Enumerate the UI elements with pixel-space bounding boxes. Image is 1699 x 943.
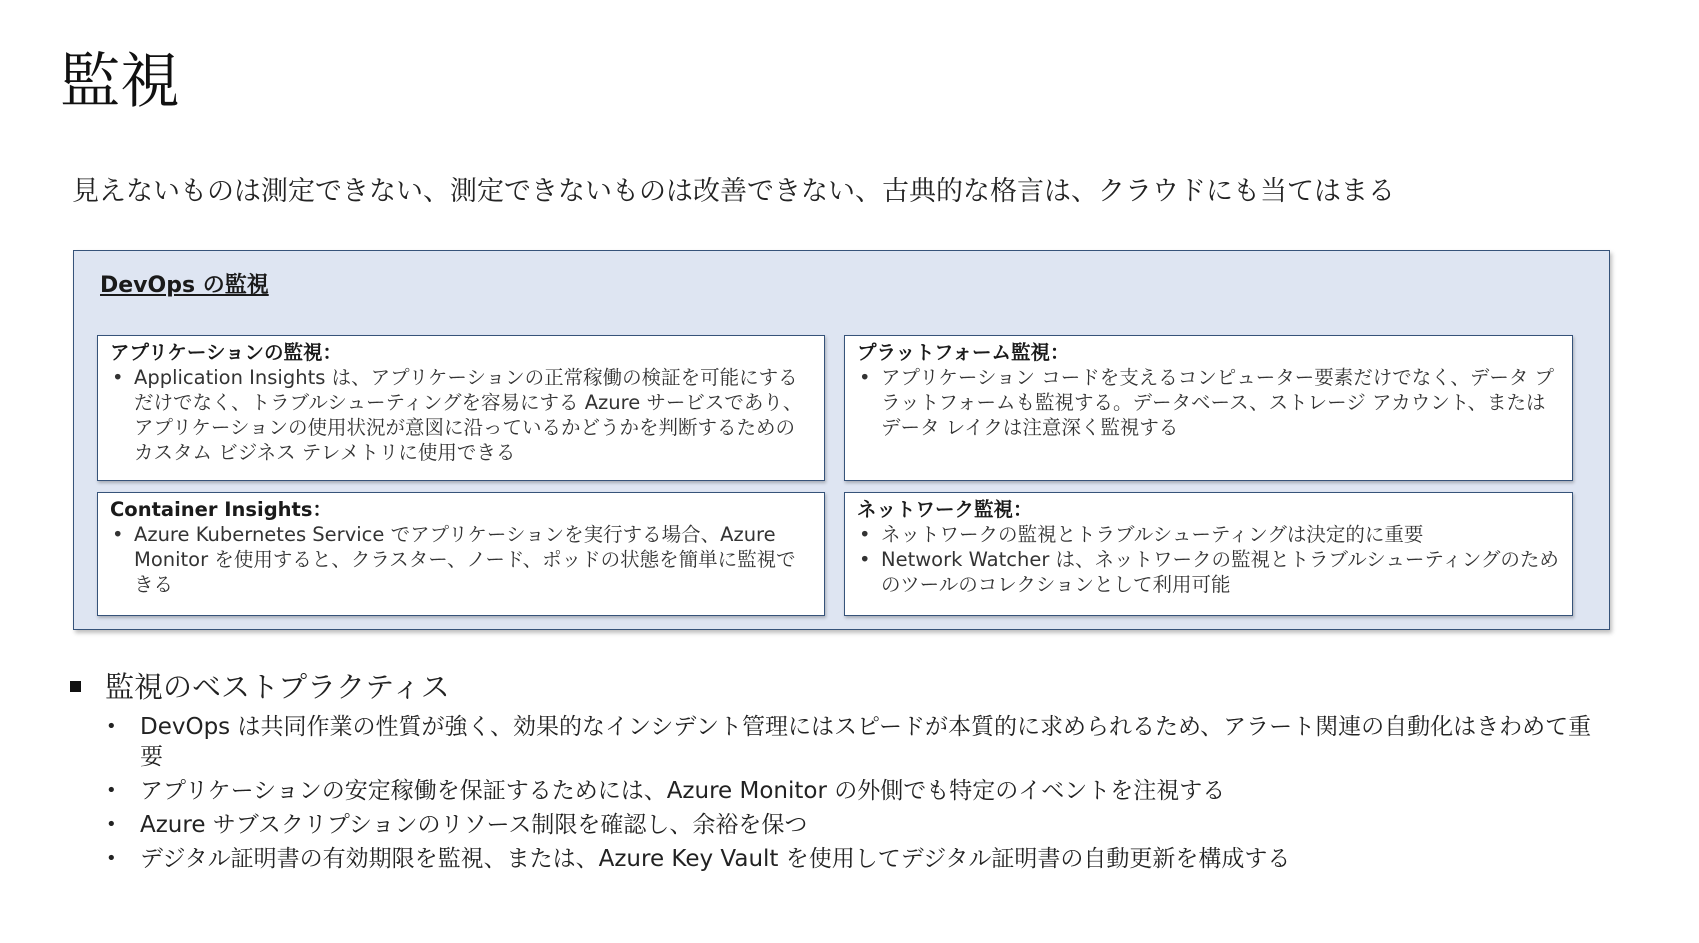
best-practices-heading [70,668,450,706]
card-list [110,365,812,465]
bullet-icon: • [112,366,124,389]
devops-monitoring-panel [73,250,1610,630]
list-item [857,365,1560,440]
page-title: 監視 [60,47,180,117]
best-practices-list [104,712,1604,878]
list-item-text: アプリケーションの安定稼働を保証するためには、Azure Monitor の外側でも特定のイベントを注視する [140,778,1226,804]
bullet-icon: • [112,523,124,546]
card-platform-monitoring [844,335,1573,481]
card-network-monitoring [844,492,1573,616]
list-item-text: Azure サブスクリプションのリソース制限を確認し、余裕を保つ [140,812,808,838]
square-bullet-icon [70,681,81,692]
list-item [104,844,1604,874]
page-subtitle: 見えないものは測定できない、測定できないものは改善できない、古典的な格言は、クラウドにも当てはまる [72,176,1395,207]
bullet-icon: • [106,716,117,737]
list-item [857,547,1560,597]
bullet-icon: • [106,848,117,869]
card-application-monitoring [97,335,825,481]
list-item [110,522,812,597]
best-practices-heading-text: 監視のベストプラクティス [105,670,450,704]
list-item-text: Network Watcher は、ネットワークの監視とトラブルシューティングのためのツールのコレクションとして利用可能 [881,548,1559,596]
bullet-icon: • [859,548,871,571]
list-item [110,365,812,465]
bullet-icon: • [106,780,117,801]
list-item-text: Application Insights は、アプリケーションの正常稼働の検証を可能にするだけでなく、トラブルシューティングを容易にする Azure サービスであり、アプリケーションの使用状況が意図に沿っているかどうかを判断するためのカスタム ビジネス テレメトリに使用できる [134,366,803,464]
list-item-text: Azure Kubernetes Service でアプリケーションを実行する場合、Azure Monitor を使用すると、クラスター、ノード、ポッドの状態を簡単に監視できる [134,523,796,596]
card-container-insights [97,492,825,616]
card-title: プラットフォーム監視： [857,341,1070,364]
card-list [857,522,1560,597]
list-item [104,712,1604,772]
bullet-icon: • [106,814,117,835]
list-item [104,810,1604,840]
card-list [110,522,812,597]
list-item-text: ネットワークの監視とトラブルシューティングは決定的に重要 [881,523,1424,546]
card-title: アプリケーションの監視： [110,341,343,364]
list-item [857,522,1560,547]
list-item-text: DevOps は共同作業の性質が強く、効果的なインシデント管理にはスピードが本質的に求められるため、アラート関連の自動化はきわめて重要 [140,714,1592,770]
card-list [857,365,1560,440]
bullet-icon: • [859,523,871,546]
list-item-text: アプリケーション コードを支えるコンピューター要素だけでなく、データ プラットフォームも監視する。データベース、ストレージ アカウント、またはデータ レイクは注意深く監視する [881,366,1555,439]
card-title: Container Insights： [110,498,332,521]
list-item [104,776,1604,806]
list-item-text: デジタル証明書の有効期限を監視、または、Azure Key Vault を使用してデジタル証明書の自動更新を構成する [140,846,1291,872]
panel-title: DevOps の監視 [100,273,269,298]
card-title: ネットワーク監視： [857,498,1033,521]
bullet-icon: • [859,366,871,389]
